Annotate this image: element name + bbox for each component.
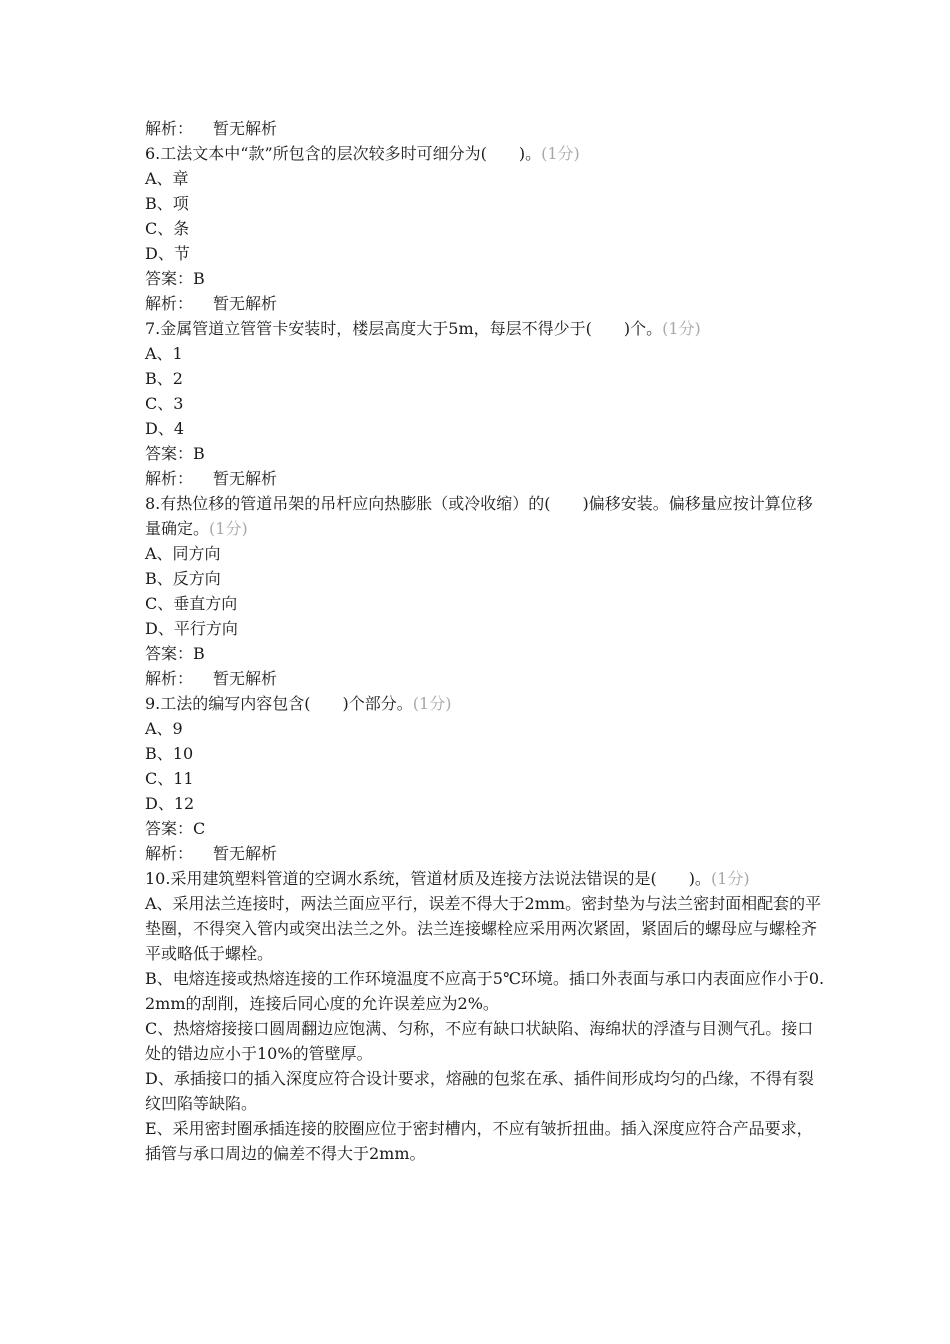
analysis-label: 解析： <box>145 669 194 688</box>
option-item: D、节 <box>145 244 190 263</box>
question-score: (1分) <box>541 144 580 163</box>
question-text: 10.采用建筑塑料管道的空调水系统，管道材质及连接方法说法错误的是( )。 <box>145 869 711 888</box>
option-item: C、热熔熔接接口圆周翻边应饱满、匀称，不应有缺口状缺陷、海绵状的浮渣与目测气孔。接口处的错边应小于10%的管壁厚。 <box>145 1019 814 1063</box>
document-page <box>145 116 825 1166</box>
analysis-line <box>145 291 825 316</box>
option-item: A、章 <box>145 169 189 188</box>
question-stem <box>145 691 825 716</box>
answer-line: 答案：C <box>145 819 206 838</box>
option-item: D、平行方向 <box>145 619 238 638</box>
option-item: A、1 <box>145 344 183 363</box>
analysis-line <box>145 666 825 691</box>
question-score: (1分) <box>710 869 750 888</box>
option-item: E、采用密封圈承插连接的胶圈应位于密封槽内，不应有皱折扭曲。插入深度应符合产品要求，插管与承口周边的偏差不得大于2mm。 <box>145 1119 813 1163</box>
analysis-label: 解析： <box>145 469 194 488</box>
answer-line: 答案：B <box>145 444 205 463</box>
analysis-text: 暂无解析 <box>213 119 278 138</box>
option-item: C、11 <box>145 769 194 788</box>
option-item: C、3 <box>145 394 184 413</box>
option-item: A、同方向 <box>145 544 221 563</box>
option-item: D、承插接口的插入深度应符合设计要求，熔融的包浆在承、插件间形成均匀的凸缘，不得有裂纹凹陷等缺陷。 <box>145 1069 814 1113</box>
analysis-text: 暂无解析 <box>213 669 278 688</box>
option-item: A、9 <box>145 719 183 738</box>
question-text: 7.金属管道立管管卡安装时，楼层高度大于5m，每层不得少于( )个。 <box>145 319 663 338</box>
analysis-text: 暂无解析 <box>213 844 278 863</box>
question-text: 9.工法的编写内容包含( )个部分。 <box>145 694 413 713</box>
analysis-text: 暂无解析 <box>213 294 278 313</box>
option-item: A、采用法兰连接时，两法兰面应平行，误差不得大于2mm。密封垫为与法兰密封面相配套的平垫圈，不得突入管内或突出法兰之外。法兰连接螺栓应采用两次紧固，紧固后的螺母应与螺栓齐平或略低于螺栓。 <box>145 894 822 963</box>
analysis-label: 解析： <box>145 844 194 863</box>
question-text: 6.工法文本中“款”所包含的层次较多时可细分为( )。 <box>145 144 542 163</box>
option-item: D、4 <box>145 419 185 438</box>
question-stem <box>145 316 825 341</box>
question-stem <box>145 866 825 891</box>
question-score: (1分) <box>209 519 248 538</box>
answer-line: 答案：B <box>145 644 205 663</box>
option-item: C、条 <box>145 219 190 238</box>
analysis-label: 解析： <box>145 119 194 138</box>
question-score: (1分) <box>412 694 452 713</box>
option-item: B、10 <box>145 744 194 763</box>
question-score: (1分) <box>662 319 701 338</box>
option-item: B、电熔连接或热熔连接的工作环境温度不应高于5℃环境。插口外表面与承口内表面应作小于0.2mm的刮削，连接后同心度的允许误差应为2%。 <box>145 969 825 1013</box>
analysis-line <box>145 116 825 141</box>
option-item: B、项 <box>145 194 189 213</box>
option-item: D、12 <box>145 794 195 813</box>
question-stem <box>145 141 825 166</box>
question-text: 8.有热位移的管道吊架的吊杆应向热膨胀（或冷收缩）的( )偏移安装。偏移量应按计算位移量确定。 <box>145 494 813 538</box>
option-item: B、2 <box>145 369 183 388</box>
analysis-text: 暂无解析 <box>213 469 278 488</box>
question-stem <box>145 491 825 541</box>
option-item: C、垂直方向 <box>145 594 238 613</box>
option-item: B、反方向 <box>145 569 221 588</box>
analysis-line <box>145 466 825 491</box>
analysis-label: 解析： <box>145 294 194 313</box>
analysis-line <box>145 841 825 866</box>
answer-line: 答案：B <box>145 269 205 288</box>
